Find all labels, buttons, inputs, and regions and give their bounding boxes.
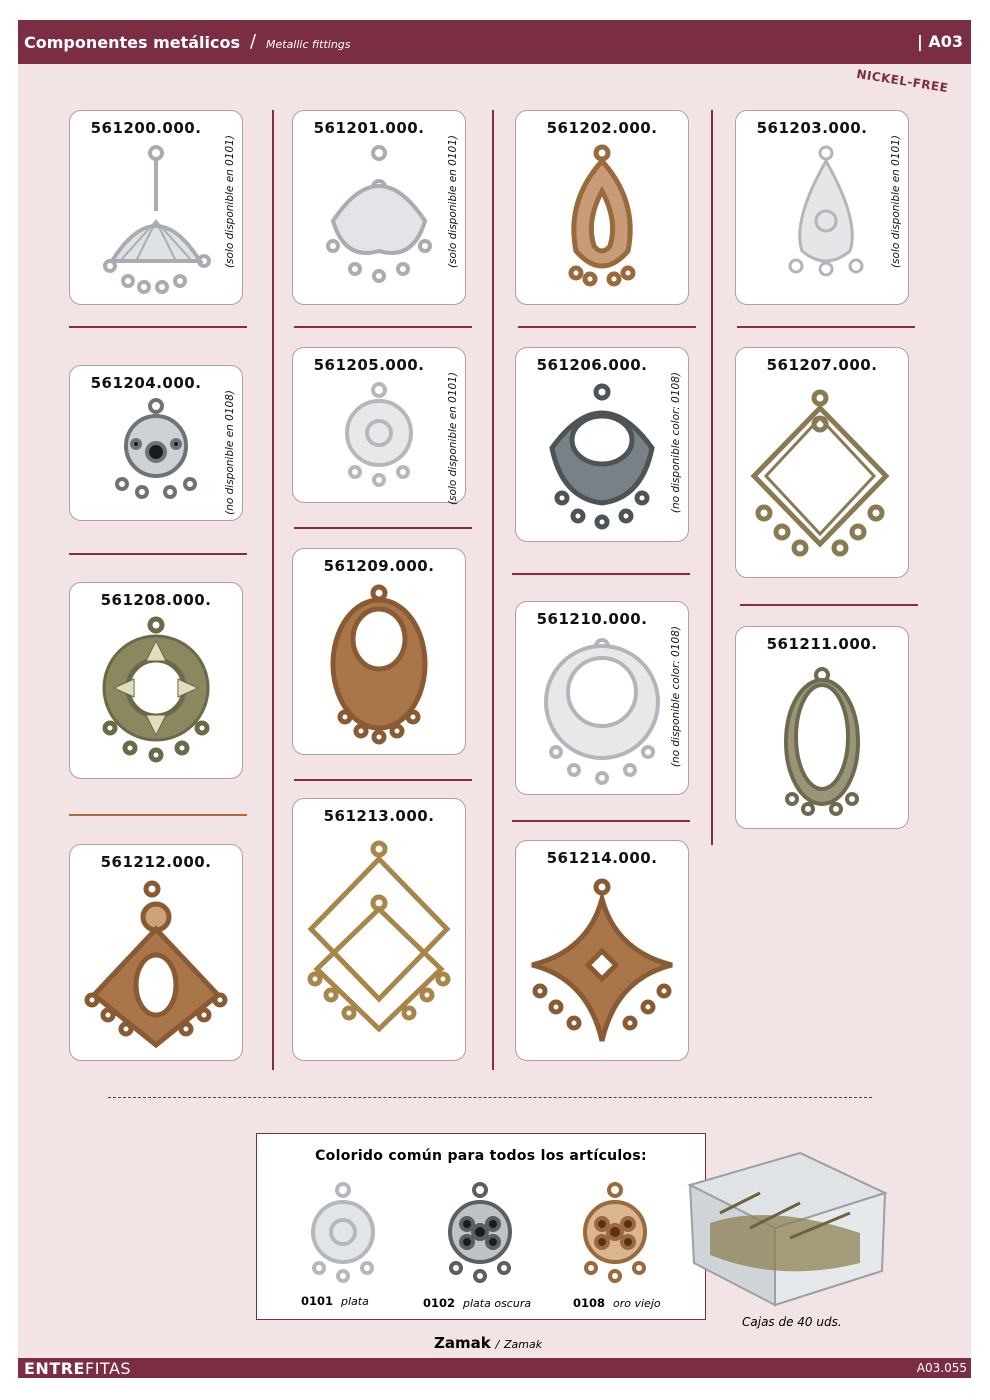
product-code: 561212.000. bbox=[100, 853, 212, 871]
storage-box-image bbox=[680, 1133, 890, 1313]
color-name: oro viejo bbox=[613, 1297, 661, 1310]
availability-note: (solo disponible en 0101) bbox=[447, 135, 459, 269]
product-card-561214[interactable] bbox=[515, 840, 689, 1061]
material-name: Zamak bbox=[434, 1334, 491, 1352]
silver-hoop-pendant-image bbox=[516, 602, 690, 796]
header-separator: / bbox=[250, 31, 257, 52]
box-caption: Cajas de 40 uds. bbox=[742, 1315, 842, 1329]
product-code: 561206.000. bbox=[536, 356, 648, 374]
color-option-0101 bbox=[301, 1294, 369, 1308]
nickel-free-badge: NICKEL-FREE bbox=[855, 66, 950, 96]
row-divider bbox=[294, 779, 472, 781]
page-footer bbox=[18, 1358, 971, 1378]
brand-bold: ENTRE bbox=[24, 1359, 85, 1378]
color-options-box bbox=[256, 1133, 706, 1320]
product-code: 561208.000. bbox=[100, 591, 212, 609]
product-code: 561207.000. bbox=[766, 356, 878, 374]
material-translation: Zamak bbox=[504, 1338, 543, 1351]
product-code: 561213.000. bbox=[323, 807, 435, 825]
product-code: 561203.000. bbox=[756, 119, 868, 137]
product-code: 561205.000. bbox=[313, 356, 425, 374]
availability-note: (solo disponible en 0101) bbox=[890, 135, 902, 269]
product-code: 561200.000. bbox=[90, 119, 202, 137]
column-divider bbox=[711, 110, 713, 845]
product-card-561206[interactable] bbox=[515, 347, 689, 542]
brand-logo bbox=[24, 1359, 131, 1378]
material-label bbox=[434, 1334, 542, 1352]
teardrop-filigree-image bbox=[736, 111, 910, 306]
product-code: 561201.000. bbox=[313, 119, 425, 137]
section-code: | A03 bbox=[916, 32, 963, 51]
diamond-frame-image bbox=[736, 348, 910, 579]
page-number: A03.055 bbox=[916, 1361, 967, 1375]
row-divider bbox=[737, 326, 915, 328]
product-card-561201[interactable] bbox=[292, 110, 466, 305]
row-divider bbox=[512, 573, 690, 575]
fan-pendant-image bbox=[70, 111, 244, 306]
product-card-561207[interactable] bbox=[735, 347, 909, 578]
product-card-561210[interactable] bbox=[515, 601, 689, 795]
color-code: 0101 bbox=[301, 1294, 334, 1308]
product-code: 561202.000. bbox=[546, 119, 658, 137]
swatch-oro-viejo bbox=[585, 1184, 645, 1281]
swatch-plata bbox=[313, 1184, 373, 1281]
product-code: 561209.000. bbox=[323, 557, 435, 575]
page-header bbox=[18, 20, 971, 64]
brand-light: FITAS bbox=[84, 1359, 132, 1378]
swatch-plata-oscura bbox=[450, 1184, 510, 1281]
color-code: 0108 bbox=[573, 1296, 606, 1310]
copper-oval-pendant-image bbox=[293, 549, 467, 756]
product-card-561209[interactable] bbox=[292, 548, 466, 755]
product-card-561212[interactable] bbox=[69, 844, 243, 1061]
dashed-separator bbox=[108, 1097, 872, 1098]
availability-note: (no disponible color: 0108) bbox=[670, 372, 682, 514]
row-divider bbox=[512, 820, 690, 822]
availability-note: (solo disponible en 0101) bbox=[447, 372, 459, 506]
row-divider bbox=[69, 553, 247, 555]
product-card-561202[interactable] bbox=[515, 110, 689, 305]
long-oval-pendant-image bbox=[736, 627, 910, 830]
double-square-frame-image bbox=[293, 799, 467, 1062]
product-card-561211[interactable] bbox=[735, 626, 909, 829]
product-code: 561211.000. bbox=[766, 635, 878, 653]
row-divider bbox=[518, 326, 696, 328]
copper-star-pendant-image bbox=[516, 841, 690, 1062]
color-name: plata bbox=[341, 1295, 369, 1308]
column-divider bbox=[272, 110, 274, 1070]
star-ring-pendant-image bbox=[70, 583, 244, 780]
column-divider bbox=[492, 110, 494, 1070]
color-swatch-images bbox=[257, 1134, 707, 1321]
product-card-561200[interactable] bbox=[69, 110, 243, 305]
availability-note: (no disponible color: 0108) bbox=[670, 626, 682, 768]
product-card-561213[interactable] bbox=[292, 798, 466, 1061]
filigree-drop-image bbox=[293, 111, 467, 306]
row-divider bbox=[69, 326, 247, 328]
header-title: Componentes metálicos bbox=[24, 33, 241, 52]
header-subtitle: Metallic fittings bbox=[266, 38, 351, 51]
availability-note: (no disponible en 0108) bbox=[224, 390, 236, 515]
availability-note: (solo disponible en 0101) bbox=[224, 135, 236, 269]
color-option-0102 bbox=[423, 1296, 531, 1310]
row-divider bbox=[69, 814, 247, 816]
product-code: 561204.000. bbox=[90, 374, 202, 392]
row-divider bbox=[294, 527, 472, 529]
color-name: plata oscura bbox=[463, 1297, 532, 1310]
product-card-561203[interactable] bbox=[735, 110, 909, 305]
color-code: 0102 bbox=[423, 1296, 456, 1310]
row-divider bbox=[740, 604, 918, 606]
material-separator: / bbox=[495, 1338, 500, 1351]
row-divider bbox=[294, 326, 472, 328]
copper-fan-pendant-image bbox=[70, 845, 244, 1062]
product-code: 561214.000. bbox=[546, 849, 658, 867]
product-card-561204[interactable] bbox=[69, 365, 243, 521]
color-option-0108 bbox=[573, 1296, 661, 1310]
dark-hoop-pendant-image bbox=[516, 348, 690, 543]
keyhole-pendant-image bbox=[516, 111, 690, 306]
product-code: 561210.000. bbox=[536, 610, 648, 628]
product-card-561208[interactable] bbox=[69, 582, 243, 779]
color-options-title: Colorido común para todos los artículos: bbox=[315, 1148, 647, 1164]
product-card-561205[interactable] bbox=[292, 347, 466, 506]
